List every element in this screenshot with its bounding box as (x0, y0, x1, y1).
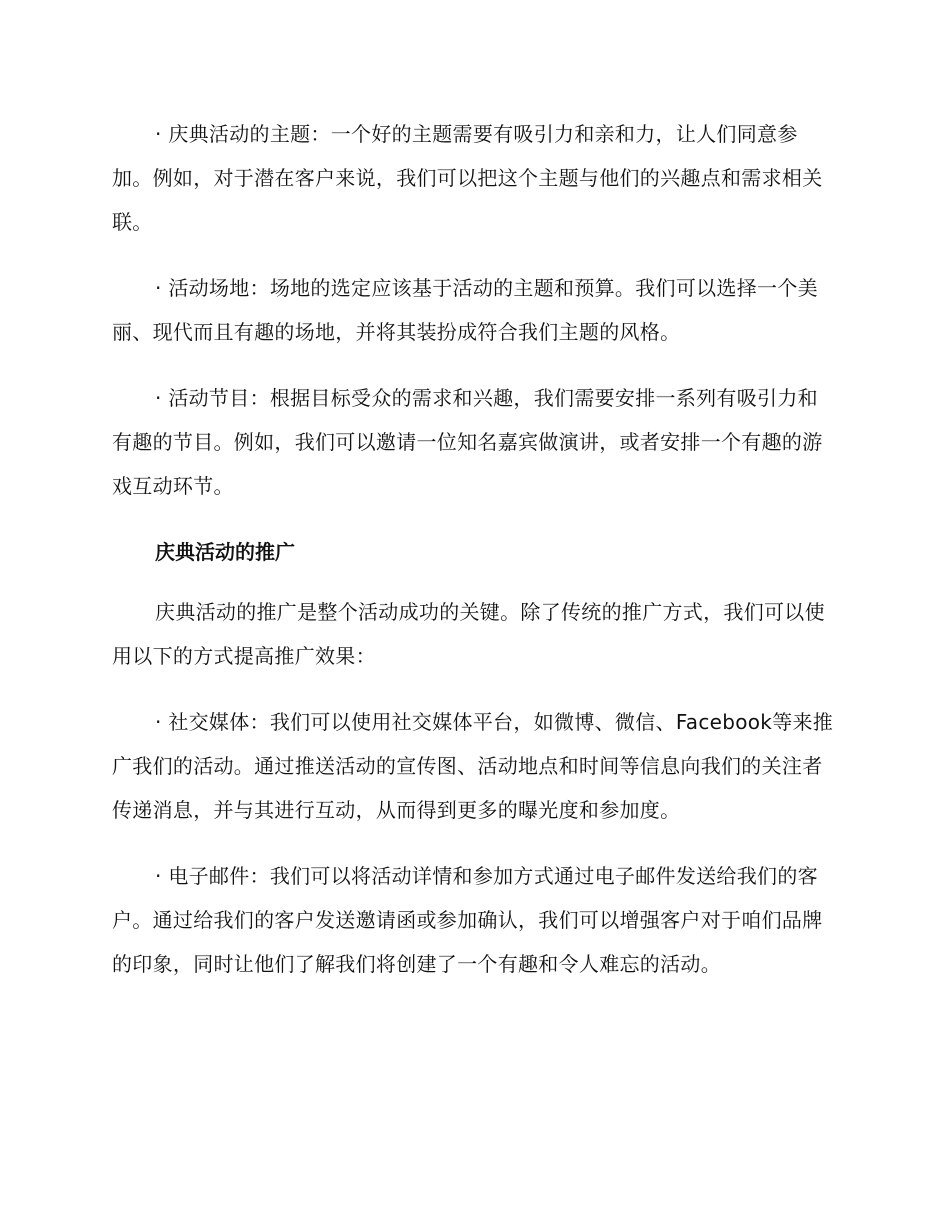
paragraph-promotion-intro: 庆典活动的推广是整个活动成功的关键。除了传统的推广方式，我们可以使用以下的方式提高推广效果： (112, 600, 825, 668)
paragraph-theme: · 庆典活动的主题：一个好的主题需要有吸引力和亲和力，让人们同意参加。例如，对于潜在客户来说，我们可以把这个主题与他们的兴趣点和需求相关联。 (112, 122, 823, 234)
section-heading-promotion: 庆典活动的推广 (155, 540, 295, 564)
paragraph-program: · 活动节目：根据目标受众的需求和兴趣，我们需要安排一系列有吸引力和有趣的节目。例如，我们可以邀请一位知名嘉宾做演讲，或者安排一个有趣的游戏互动环节。 (112, 386, 823, 498)
paragraph-social-media: · 社交媒体：我们可以使用社交媒体平台，如微博、微信、Facebook等来推广我们的活动。通过推送活动的宣传图、活动地点和时间等信息向我们的关注者传递消息，并与其进行互动，从而得到更多的曝光度和参加度。 (112, 710, 834, 822)
paragraph-email: · 电子邮件：我们可以将活动详情和参加方式通过电子邮件发送给我们的客户。通过给我们的客户发送邀请函或参加确认，我们可以增强客户对于咱们品牌的印象，同时让他们了解我们将创建了一个有趣和令人难忘的活动。 (112, 864, 823, 976)
paragraph-venue: · 活动场地：场地的选定应该基于活动的主题和预算。我们可以选择一个美丽、现代而且有趣的场地，并将其装扮成符合我们主题的风格。 (112, 276, 818, 344)
